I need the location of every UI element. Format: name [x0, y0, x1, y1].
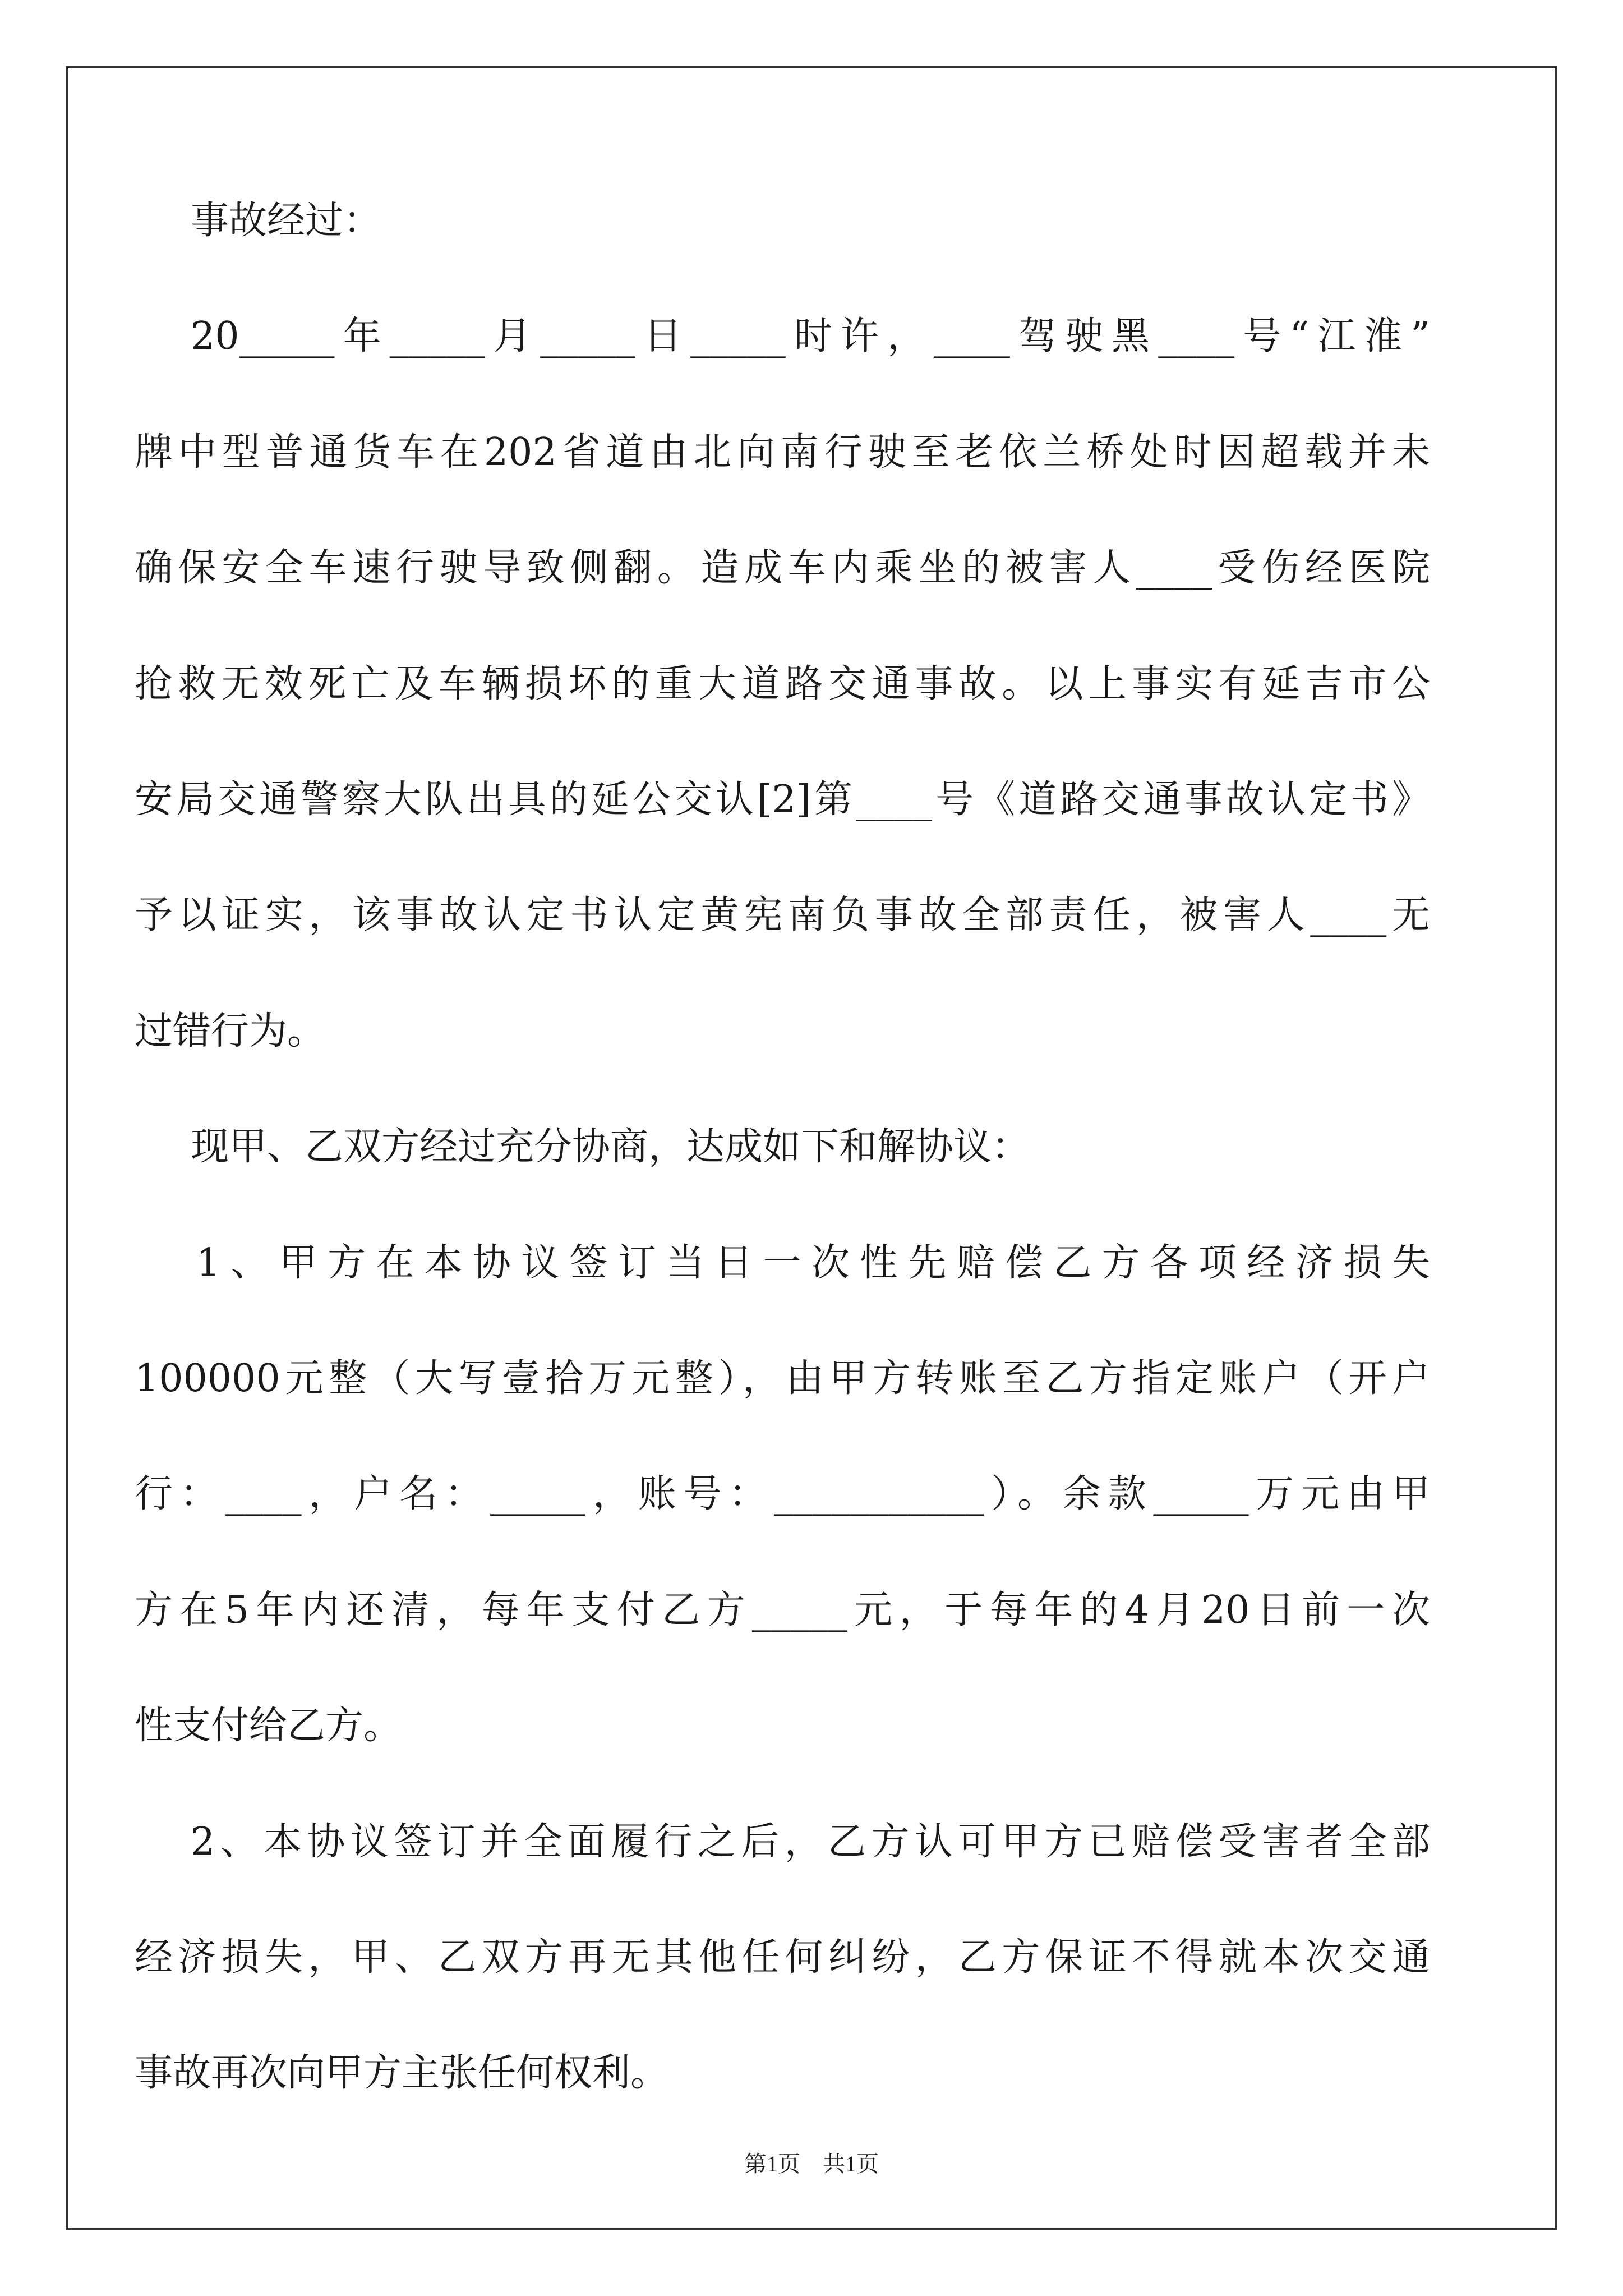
clause-line: 1、甲方在本协议签订当日一次性先赔偿乙方各项经济损失 — [196, 1240, 1430, 1285]
clause-line: 行：____，户名：_____，账号：___________）。余款_____万元由甲 — [135, 1472, 1430, 1517]
clause-line: 经济损失，甲、乙双方再无其他任何纠纷，乙方保证不得就本次交通 — [135, 1935, 1430, 1980]
clause-line: 方在5年内还清，每年支付乙方_____元，于每年的4月20日前一次 — [135, 1588, 1430, 1632]
clause-line: 性支付给乙方。 — [135, 1704, 402, 1749]
paragraph-line: 予以证实，该事故认定书认定黄宪南负事故全部责任，被害人____无 — [135, 893, 1430, 938]
paragraph-line: 确保安全车速行驶导致侧翻。造成车内乘坐的被害人____受伤经医院 — [135, 546, 1430, 591]
clause-line: 事故再次向甲方主张任何权利。 — [135, 2051, 669, 2096]
paragraph-line: 过错行为。 — [135, 1009, 326, 1053]
agreement-intro: 现甲、乙双方经过充分协商，达成如下和解协议： — [191, 1125, 1030, 1170]
paragraph-line: 安局交通警察大队出具的延公交认[2]第____号《道路交通事故认定书》 — [135, 777, 1430, 822]
section-heading: 事故经过： — [191, 199, 382, 243]
clause-line: 2、本协议签订并全面履行之后，乙方认可甲方已赔偿受害者全部 — [191, 1819, 1430, 1864]
page-number: 第1页 共1页 — [744, 2151, 879, 2177]
paragraph-line: 20_____年_____月_____日_____时许，____驾驶黑____号“江淮” — [191, 314, 1430, 359]
clause-line: 100000元整（大写壹拾万元整），由甲方转账至乙方指定账户（开户 — [135, 1356, 1430, 1401]
paragraph-line: 牌中型普通货车在202省道由北向南行驶至老依兰桥处时因超载并未 — [135, 430, 1430, 475]
paragraph-line: 抢救无效死亡及车辆损坏的重大道路交通事故。以上事实有延吉市公 — [135, 661, 1430, 706]
